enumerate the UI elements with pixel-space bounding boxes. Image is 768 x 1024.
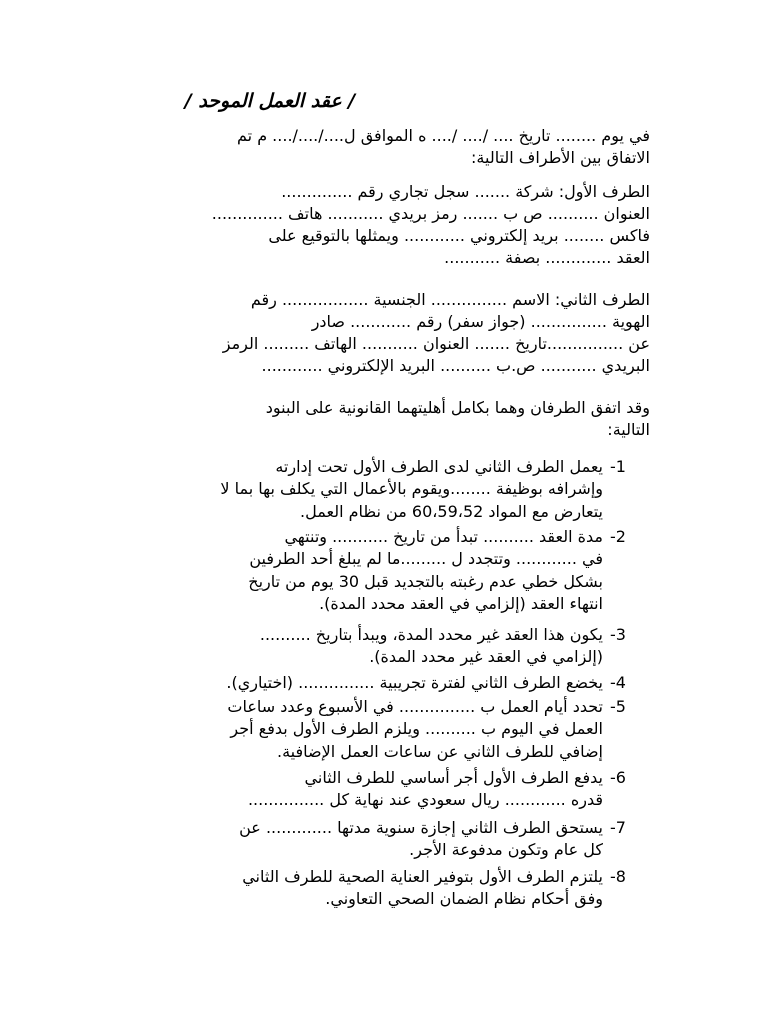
clause-line: يخضع الطرف الثاني لفترة تجريبية ............... (اختياري).	[226, 673, 603, 692]
clause-item	[120, 767, 650, 812]
clause-line: يستحق الطرف الثاني إجازة سنوية مدتها ............. عن	[239, 818, 603, 837]
second-party-line: عن ...............تاريخ ....... العنوان ........... الهاتف ......... الرمز	[222, 334, 650, 353]
clause-line: تحدد أيام العمل ب ............... في الأسبوع وعدد ساعات	[227, 697, 603, 716]
clause-item	[120, 866, 650, 911]
intro-paragraph	[237, 125, 650, 169]
clause-text	[242, 866, 603, 911]
clause-line: وإشرافه بوظيفة ........ويقوم بالأعمال التي يكلف بها بما لا	[220, 479, 603, 499]
clause-text	[248, 767, 603, 812]
second-party-paragraph	[223, 289, 650, 377]
clause-text	[220, 456, 603, 523]
first-party-line: فاكس ........ بريد إلكتروني ............ ويمثلها بالتوقيع على	[268, 226, 650, 245]
second-party-line: البريدي ........... ص.ب .......... البريد الإلكتروني ............	[261, 356, 650, 375]
clause-text	[226, 672, 603, 694]
clause-number: -8	[610, 867, 626, 886]
clause-number: -4	[610, 673, 626, 692]
clause-line: (إلزامي في العقد غير محدد المدة).	[369, 647, 603, 667]
clause-line: العمل في اليوم ب .......... ويلزم الطرف الأول بدفع أجر	[230, 719, 603, 739]
clause-text	[227, 696, 603, 763]
clause-number: -2	[610, 527, 626, 546]
second-party-line: الهوية ............... (جواز سفر) رقم ............ صادر	[311, 312, 650, 331]
clause-number: -7	[610, 818, 626, 837]
clause-line: إضافي للطرف الثاني عن ساعات العمل الإضافية.	[277, 741, 603, 761]
clause-line: بشكل خطي عدم رغبته بالتجديد قبل 30 يوم من تاريخ	[248, 571, 603, 591]
clause-item	[120, 526, 650, 616]
intro-line: في يوم ........ تاريخ .... /.... /.... ه الموافق ل..../..../.... م تم	[237, 126, 650, 145]
clause-text	[239, 817, 603, 862]
clause-line: في ............ وتتجدد ل .........ما لم يبلغ أحد الطرفين	[249, 549, 603, 569]
agreement-paragraph	[266, 397, 650, 441]
clause-number: -6	[610, 768, 626, 787]
first-party-line: الطرف الأول: شركة ....... سجل تجاري رقم ..............	[281, 182, 650, 201]
clause-text	[248, 526, 603, 616]
clause-number: -5	[610, 697, 626, 716]
clause-line: يدفع الطرف الأول أجر أساسي للطرف الثاني	[304, 768, 603, 787]
clause-number: -1	[610, 457, 626, 476]
clause-line: يلتزم الطرف الأول بتوفير العناية الصحية للطرف الثاني	[242, 867, 603, 886]
clause-line: انتهاء العقد (إلزامي في العقد محدد المدة).	[319, 594, 603, 614]
clause-item	[120, 817, 650, 862]
clause-number: -3	[610, 625, 626, 644]
document-title: / عقد العمل الموحد /	[184, 90, 356, 112]
first-party-paragraph	[212, 181, 650, 269]
agreement-line: التالية:	[607, 420, 650, 439]
agreement-line: وقد اتفق الطرفان وهما بكامل أهليتهما القانونية على البنود	[265, 398, 650, 417]
clause-line: يتعارض مع المواد 60،59،52 من نظام العمل.	[300, 501, 603, 521]
clause-item	[120, 672, 650, 695]
clause-item	[120, 456, 650, 524]
clause-item	[120, 624, 650, 669]
second-party-line: الطرف الثاني: الاسم ............... الجنسية ................. رقم	[250, 290, 650, 309]
clause-line: يعمل الطرف الثاني لدى الطرف الأول تحت إدارته	[275, 457, 603, 476]
clause-line: يكون هذا العقد غير محدد المدة، ويبدأ بتاريخ ..........	[259, 625, 603, 644]
clause-line: وفق أحكام نظام الضمان الصحي التعاوني.	[325, 889, 603, 909]
first-party-line: العنوان .......... ص ب ....... رمز بريدي ........... هاتف ..............	[211, 204, 650, 223]
intro-line: الاتفاق بين الأطراف التالية:	[471, 148, 650, 167]
first-party-line: العقد ............. بصفة ...........	[444, 248, 650, 267]
clause-line: مدة العقد .......... تبدأ من تاريخ ........... وتنتهي	[284, 527, 603, 546]
clause-line: قدره ............ ريال سعودي عند نهاية كل ...............	[247, 790, 603, 810]
clause-text	[260, 624, 603, 669]
clause-line: كل عام وتكون مدفوعة الأجر.	[409, 840, 603, 860]
clause-item	[120, 696, 650, 764]
